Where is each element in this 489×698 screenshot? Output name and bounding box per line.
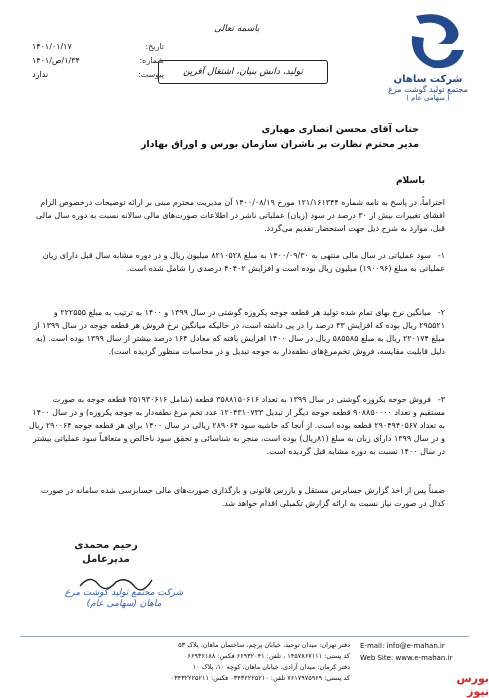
company-type: ( سهامی عام ): [406, 94, 450, 102]
item-1-number: ۱-: [437, 251, 445, 260]
mahan-logo-icon: [402, 10, 472, 72]
attachment-label: پیوست:: [137, 70, 164, 79]
item-3-paragraph: [27, 393, 445, 458]
company-subtitle: مجتمع تولید گوشت مرغ: [388, 85, 468, 94]
signature-block: [56, 540, 156, 565]
meta-date-row: [32, 42, 164, 51]
recipient-block: [59, 122, 419, 152]
slogan-box: [158, 60, 328, 84]
tehran-phone: کد پستی: ۱۴۵۷۸۶۷۱۱۱ ، تلفن: ۶۶۹۳۲۰۴۱ فکس: ۶۶۹۳۶۱۸۸: [187, 652, 350, 660]
slogan-text: تولید، دانش بنیان، اشتغال آفرین: [183, 67, 303, 77]
item-2-text: میانگین نرخ بهای تمام شده تولید هر قطعه جوجه یکروزه گوشتی در سال ۱۳۹۹ و ۱۴۰۰ به ترتیب به مبلغ ۲۲۲۵۵۵ و ۲۹۵۵۲۱ ریال بوده که افزایش ۳۳ درصد را در پی داشته است، در حالیکه میانگین نرخ فروش هر قطعه جوجه در سال ۱۳۹۹ از مبلغ ۲۲۰۱۷۴ ریال به مبلغ ۵۸۵۵۸۵ ریال در سال ۱۴۰۰ افزایش یافته که معادل ۱۶۴ درصد بیشتر از سال ۱۳۹۹ بوده است. (به دلیل قابلیت مقایسه، فروش تخم‌مرغ‌های نطفه‌دار به جوجه تبدیل و در محاسبات منظور گردیده است).: [33, 308, 445, 356]
invocation: باسمه تعالی: [214, 24, 260, 34]
item-3-text: فروش جوجه یکروزه گوشتی در سال ۱۳۹۹ به تعداد ۳۵۸۸۱۵۰۶۱۶ قطعه (شامل ۲۵۱۹۳۰۶۱۶ قطعه جوجه به صورت مستقیم و تعداد ۹۰۸۸۵۰۰۰۰ قطعه جوجه دیگر از تبدیل ۱۲۰۴۳۱۰۷۳۳ عدد تخم مرغ نطفه‌دار به جوجه یکروزه) و در سال ۱۴۰۰ به تعداد ۲۹۰۴۹۴۰۵۶۷ قطعه بوده است. از آنجا که حاشیه سود ۲۸۹۰۶۴ ریالی در سال ۱۴۰۰ برای هر قطعه جوجه ۲۹۰۰۶۴ ریال و در سال ۱۳۹۹ دارای زیان به مبلغ (۸۱ریال) بوده است، منجر به شناسائی و تحقق سود ناخالص و متعاقباً سود عملیاتی بیشتر در سال ۱۴۰۰ نسبت به دوره مشابه قبل گردیده است.: [28, 395, 445, 456]
item-2-paragraph: [27, 306, 445, 358]
meta-number-row: [32, 56, 164, 65]
watermark: بورس نیوز: [456, 672, 489, 698]
company-name: شرکت ساهان: [393, 74, 463, 85]
number-label: شماره:: [139, 56, 164, 65]
signer-name: رحیم محمدی: [74, 540, 138, 551]
company-brand: [380, 74, 476, 102]
greeting: باسلام: [395, 176, 425, 186]
company-stamp: شرکت مجتمع تولید گوشت مرغ ماهان (سهامی عام): [64, 588, 184, 609]
footer-divider: [20, 636, 469, 637]
attachment-value: ندارد: [32, 70, 49, 79]
signer-title: مدیرعامل: [82, 554, 130, 565]
item-2-number: ۲-: [437, 308, 445, 317]
item-3-number: ۳-: [437, 395, 445, 404]
recipient-name: جناب آقای محسن انصاری مهیاری: [261, 124, 419, 135]
footer-contact: [360, 640, 484, 664]
closing-paragraph: ضمناً پس از اخذ گزارش حسابرس مستقل و بازرس قانونی و بارگذاری صورت‌های مالی حسابرسی شده سامانه در صورت کدال در صورت نیاز نسبت به ارائه گزارش تکمیلی اقدام خواهد شد.: [41, 486, 445, 508]
footer-email: E-mail: info@e-mahan.ir: [360, 642, 445, 650]
kerman-phone: کد پستی: ۷۶۱۷۹۷۵۹۶۹ تلفن: ۰۳۴۳۲۲۲۵۲۱۰ فکس: ۰۳۴۳۲۲۲۵۲۱۱: [170, 674, 350, 682]
date-value: ۱۴۰۱/۰۱/۱۷: [32, 42, 72, 51]
item-1-text: سود عملیاتی در سال مالی منتهی به ۱۴۰۰/۰۹/۳۰ به مبلغ ۸۲۱۰۵۲۸ میلیون ریال و در دوره مشابه سال قبل دارای زیان عملیاتی به مبلغ (۱۹۰۰۹۶) میلیون ریال بوده است و افزایش ۴۰۴۰۲ درصدی را شامل شده است.: [42, 251, 445, 273]
tehran-address: دفتر تهران: میدان توحید، خیابان پرچم، ساختمان ماهان، پلاک ۵۳: [178, 641, 350, 649]
date-label: تاریخ:: [145, 42, 164, 51]
footer-addresses: [20, 640, 350, 684]
intro-paragraph: احتراماً، در پاسخ به نامه شماره ۱۲۱/۱۶۱۳۴۴ مورخ ۱۴۰۰/۰۸/۱۹ آن مدیریت محترم مبنی بر ارائه توضیحات درخصوص الزام افشای تغییرات بیش از ۳۰ درصد در سود (زیان) عملیاتی ناشر در اطلاعات صورت‌های مالی سالانه نسبت به دوره سال مالی قبل، موارد به شرح ذیل جهت استحضار تقدیم می‌گردد.: [35, 198, 445, 233]
recipient-title: مدیر محترم نظارت بر ناشران سازمان بورس و اوراق بهادار: [140, 139, 419, 150]
item-1-paragraph: [27, 249, 445, 275]
kerman-address: دفتر کرمان: میدان آزادی، خیابان ماهان، کوچه ۱۰، پلاک ۱۰: [192, 663, 350, 671]
letter-meta: [32, 42, 164, 84]
number-value: ۱/۳۴/ص/۱۴۰۱: [32, 56, 80, 65]
meta-attachment-row: [32, 70, 164, 79]
footer-website: Web Site: www.e-mahan.ir: [360, 654, 453, 662]
